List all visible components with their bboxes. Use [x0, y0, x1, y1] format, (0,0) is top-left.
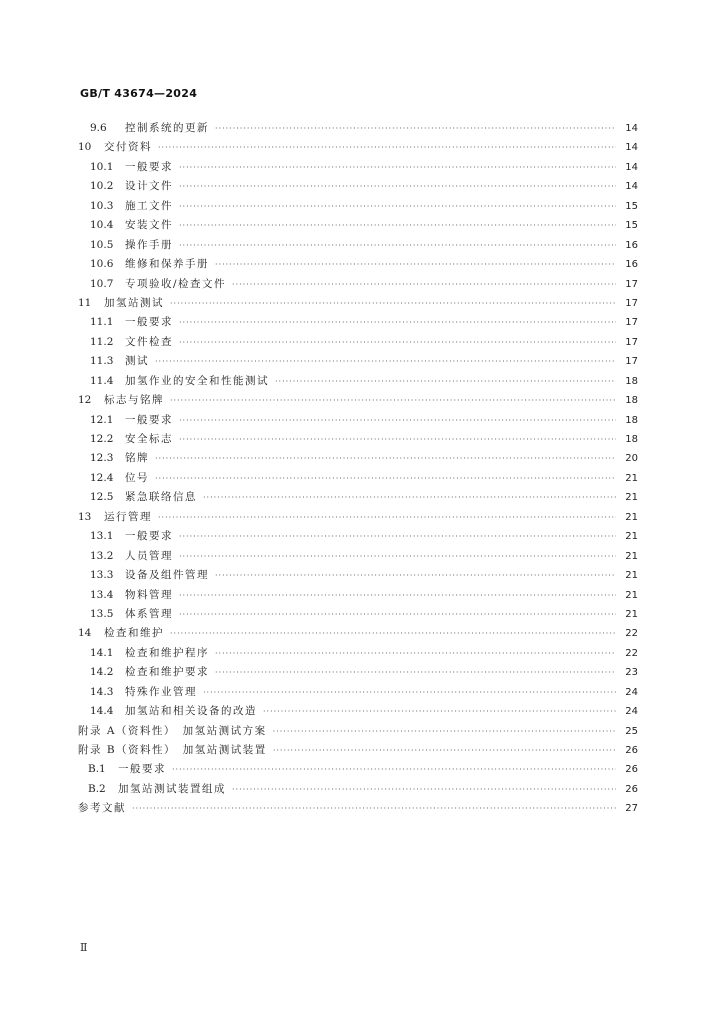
toc-entry[interactable] [78, 138, 638, 157]
toc-entry-number: 10.1 [90, 160, 114, 173]
toc-entry-page: 22 [625, 647, 638, 659]
toc-entry[interactable] [78, 294, 638, 313]
toc-leader-dots [179, 216, 616, 235]
toc-entry-title: 设计文件 [125, 180, 173, 193]
toc-entry-number: 14.4 [90, 705, 114, 718]
toc-entry-page: 21 [625, 492, 638, 504]
toc-leader-dots [232, 780, 616, 799]
toc-entry[interactable] [78, 255, 638, 274]
toc-entry[interactable] [78, 119, 638, 138]
toc-entry-number: 14.1 [90, 646, 114, 659]
toc-entry-title: 位号 [125, 471, 149, 484]
toc-entry[interactable] [78, 527, 638, 546]
toc-entry-page: 15 [625, 220, 638, 232]
toc-leader-dots [215, 566, 616, 585]
toc-entry-title: 加氢作业的安全和性能测试 [125, 374, 269, 387]
toc-entry-title: 紧急联络信息 [125, 491, 197, 504]
toc-entry[interactable] [78, 547, 638, 566]
toc-entry-title: 安全标志 [125, 433, 173, 445]
toc-entry-number: 14 [78, 627, 92, 640]
toc-entry-page: 14 [625, 123, 638, 134]
toc-entry-title: 运行管理 [104, 510, 152, 523]
toc-entry-title: 检查和维护要求 [125, 666, 209, 679]
toc-leader-dots [179, 586, 616, 605]
toc-entry[interactable] [78, 372, 638, 391]
toc-entry-page: 24 [625, 706, 638, 718]
toc-entry-number: 11.1 [90, 316, 114, 329]
toc-entry-number: 12.4 [90, 471, 114, 484]
toc-leader-dots [179, 333, 616, 352]
toc-entry-number: 11 [78, 296, 92, 309]
toc-entry-title: 附录 A（资料性） 加氢站测试方案 [78, 724, 267, 737]
toc-entry[interactable] [78, 605, 638, 624]
toc-entry-title: 加氢站测试 [104, 296, 164, 309]
toc-entry-page: 26 [625, 783, 638, 795]
toc-leader-dots [155, 352, 616, 371]
toc-leader-dots [155, 469, 616, 488]
toc-entry-page: 21 [625, 472, 638, 484]
toc-entry[interactable] [78, 177, 638, 196]
toc-entry-title: 一般要求 [125, 413, 173, 426]
toc-entry[interactable] [78, 566, 638, 585]
toc-entry-title: 参考文献 [78, 802, 126, 815]
toc-entry-number: 13.5 [90, 607, 114, 620]
toc-leader-dots [179, 547, 616, 566]
toc-entry[interactable] [78, 780, 638, 799]
toc-entry-page: 21 [625, 511, 638, 523]
toc-entry-title: 控制系统的更新 [125, 122, 209, 134]
toc-entry-page: 14 [625, 161, 638, 173]
toc-entry-page: 27 [625, 803, 638, 815]
toc-leader-dots [275, 372, 616, 391]
toc-entry-title: 文件检查 [125, 335, 173, 348]
toc-entry-title: 检查和维护 [104, 627, 164, 640]
toc-entry-number: 13 [78, 510, 92, 523]
toc-entry-title: 标志与铭牌 [104, 394, 164, 407]
toc-leader-dots [215, 119, 616, 138]
toc-leader-dots [155, 449, 616, 468]
toc-entry[interactable] [78, 411, 638, 430]
toc-entry-number: B.2 [88, 782, 106, 795]
toc-leader-dots [172, 760, 616, 779]
toc-entry-page: 21 [625, 531, 638, 543]
toc-entry-number: 10.3 [90, 199, 114, 212]
toc-entry-title: 附录 B（资料性） 加氢站测试装置 [78, 744, 267, 756]
toc-entry-number: 14.3 [90, 685, 114, 698]
toc-entry[interactable] [78, 488, 638, 507]
toc-entry[interactable] [78, 644, 638, 663]
toc-entry-number: 12.5 [90, 491, 114, 504]
toc-entry-page: 15 [625, 200, 638, 212]
toc-leader-dots [179, 605, 616, 624]
toc-entry-title: 操作手册 [125, 238, 173, 251]
toc-entry[interactable] [78, 624, 638, 643]
toc-leader-dots [203, 683, 616, 702]
toc-entry-title: 一般要求 [125, 316, 173, 329]
toc-entry-title: 维修和保养手册 [125, 258, 209, 271]
toc-entry-number: 11.2 [90, 335, 114, 348]
toc-entry-page: 21 [625, 608, 638, 620]
toc-entry-title: 人员管理 [125, 549, 173, 562]
toc-entry-page: 26 [625, 764, 638, 776]
toc-entry[interactable] [78, 216, 638, 235]
toc-entry-number: 10.5 [90, 238, 114, 251]
toc-entry-number: 11.3 [90, 355, 114, 368]
toc-entry-number: 10.2 [90, 180, 114, 193]
toc-entry-page: 14 [625, 142, 638, 154]
toc-entry-title: 测试 [125, 355, 149, 368]
standard-number-header: GB/T 43674—2024 [80, 87, 198, 100]
toc-entry-page: 23 [625, 667, 638, 679]
toc-entry-page: 20 [625, 453, 638, 465]
toc-entry-number: 10.6 [90, 258, 114, 271]
toc-entry[interactable] [78, 313, 638, 332]
toc-entry-number: 14.2 [90, 666, 114, 679]
toc-entry[interactable] [78, 275, 638, 294]
toc-entry-title: 一般要求 [125, 160, 173, 173]
toc-leader-dots [170, 624, 616, 643]
toc-entry-page: 17 [625, 297, 638, 309]
toc-entry[interactable] [78, 799, 638, 818]
toc-entry-page: 17 [625, 336, 638, 348]
toc-entry[interactable] [78, 663, 638, 682]
toc-entry-page: 18 [625, 375, 638, 387]
toc-entry-title: 铭牌 [125, 452, 149, 465]
toc-leader-dots [170, 391, 616, 410]
toc-entry-page: 25 [625, 725, 638, 737]
table-of-contents [78, 119, 638, 819]
toc-entry-page: 21 [625, 589, 638, 601]
toc-entry-title: 加氢站测试装置组成 [118, 782, 226, 795]
toc-entry-number: 13.4 [90, 588, 114, 601]
toc-entry[interactable] [78, 741, 638, 760]
toc-entry-page: 18 [625, 414, 638, 426]
toc-entry-number: 10.4 [90, 219, 114, 232]
toc-entry[interactable] [78, 333, 638, 352]
toc-leader-dots [179, 177, 616, 196]
toc-entry-number: 12.2 [90, 433, 114, 445]
toc-entry-number: 12.3 [90, 452, 114, 465]
toc-entry-title: 加氢站和相关设备的改造 [125, 705, 257, 718]
toc-entry-number: 9.6 [90, 122, 107, 134]
toc-leader-dots [179, 197, 616, 216]
toc-entry[interactable] [78, 760, 638, 779]
toc-entry-title: 设备及组件管理 [125, 569, 209, 582]
toc-leader-dots [179, 411, 616, 430]
toc-leader-dots [179, 527, 616, 546]
toc-leader-dots [158, 508, 616, 527]
toc-entry-title: 物料管理 [125, 588, 173, 601]
toc-entry[interactable] [78, 197, 638, 216]
toc-entry[interactable] [78, 722, 638, 741]
toc-entry[interactable] [78, 683, 638, 702]
toc-entry-number: 13.1 [90, 530, 114, 543]
toc-leader-dots [158, 138, 616, 157]
toc-leader-dots [179, 236, 616, 255]
toc-entry[interactable] [78, 430, 638, 449]
toc-entry-page: 21 [625, 570, 638, 582]
toc-entry-page: 16 [625, 239, 638, 251]
toc-entry-title: 安装文件 [125, 219, 173, 232]
toc-entry-page: 14 [625, 181, 638, 193]
toc-leader-dots [179, 158, 616, 177]
toc-entry-number: 10.7 [90, 277, 114, 290]
toc-entry-number: B.1 [88, 763, 106, 776]
toc-leader-dots [179, 313, 616, 332]
toc-entry[interactable] [78, 508, 638, 527]
toc-leader-dots [203, 488, 616, 507]
toc-leader-dots [132, 799, 616, 818]
toc-entry-page: 24 [625, 686, 638, 698]
toc-entry-page: 16 [625, 259, 638, 271]
toc-leader-dots [215, 644, 616, 663]
toc-leader-dots [215, 663, 616, 682]
toc-entry[interactable] [78, 586, 638, 605]
toc-entry-title: 专项验收/检查文件 [125, 277, 227, 290]
toc-entry-title: 施工文件 [125, 199, 173, 212]
toc-entry-number: 11.4 [90, 374, 114, 387]
toc-leader-dots [263, 702, 616, 721]
toc-entry-number: 10 [78, 141, 92, 154]
toc-leader-dots [273, 722, 616, 741]
toc-entry-title: 检查和维护程序 [125, 646, 209, 659]
page-number-footer: Ⅱ [80, 941, 88, 954]
toc-entry-page: 22 [625, 628, 638, 640]
toc-entry-title: 交付资料 [104, 141, 152, 154]
toc-entry-page: 21 [625, 550, 638, 562]
toc-entry-title: 一般要求 [118, 763, 166, 776]
toc-entry-number: 12.1 [90, 413, 114, 426]
toc-leader-dots [170, 294, 616, 313]
toc-entry[interactable] [78, 702, 638, 721]
toc-entry-title: 一般要求 [125, 530, 173, 543]
toc-entry[interactable] [78, 352, 638, 371]
toc-entry-page: 17 [625, 356, 638, 368]
toc-entry[interactable] [78, 158, 638, 177]
toc-leader-dots [179, 430, 616, 449]
toc-entry-title: 体系管理 [125, 607, 173, 620]
toc-entry[interactable] [78, 469, 638, 488]
toc-entry-number: 12 [78, 394, 92, 407]
toc-entry-page: 18 [625, 395, 638, 407]
toc-entry[interactable] [78, 391, 638, 410]
toc-entry[interactable] [78, 449, 638, 468]
toc-leader-dots [232, 275, 616, 294]
toc-entry-number: 13.3 [90, 569, 114, 582]
toc-leader-dots [273, 741, 616, 760]
toc-entry-number: 13.2 [90, 549, 114, 562]
toc-entry-page: 26 [625, 745, 638, 756]
toc-entry-page: 17 [625, 278, 638, 290]
toc-entry-title: 特殊作业管理 [125, 685, 197, 698]
toc-entry[interactable] [78, 236, 638, 255]
toc-entry-page: 17 [625, 317, 638, 329]
toc-entry-page: 18 [625, 434, 638, 445]
toc-leader-dots [215, 255, 616, 274]
